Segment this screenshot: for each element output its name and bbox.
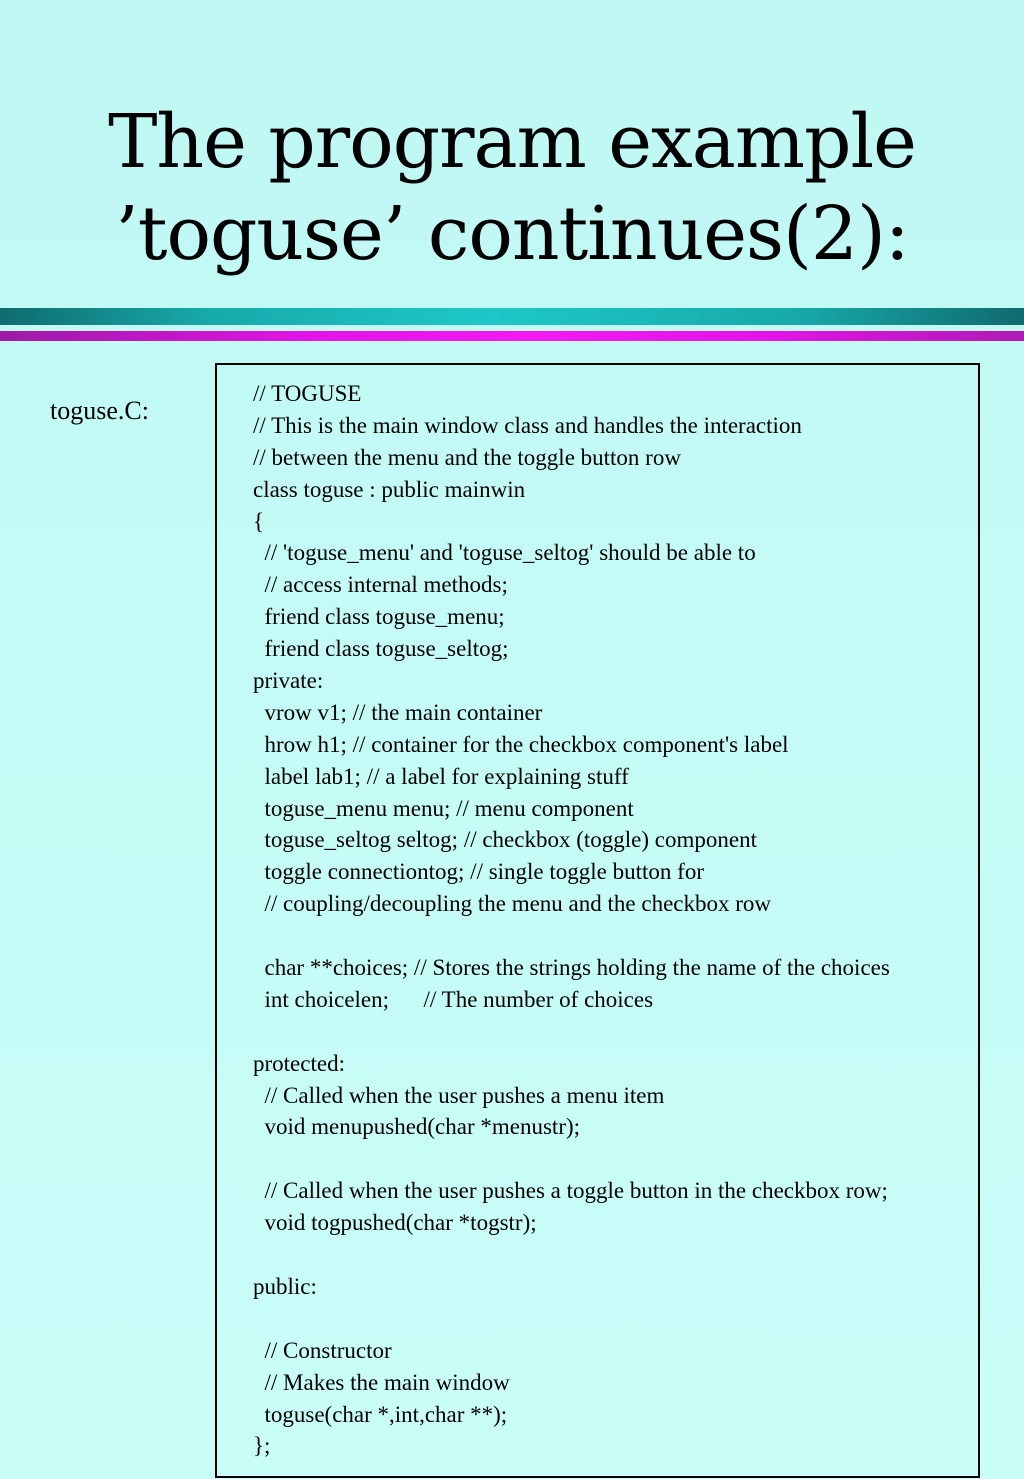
code-line: // TOGUSE xyxy=(253,381,362,406)
code-line: friend class toguse_seltog; xyxy=(253,636,509,662)
code-line: // Called when the user pushes a menu item xyxy=(253,1082,665,1108)
magenta-divider-bar xyxy=(0,331,1024,341)
slide-title-line-2: ’toguse’ continues(2): xyxy=(115,191,909,277)
file-name-label: toguse.C: xyxy=(50,396,149,425)
code-line: void togpushed(char *togstr); xyxy=(253,1210,537,1236)
code-line: public: xyxy=(253,1273,317,1299)
slide-title xyxy=(0,96,1024,280)
teal-divider-bar xyxy=(0,308,1024,325)
code-line xyxy=(253,1143,890,1175)
code-line xyxy=(253,1016,890,1048)
code-line: // Makes the main window xyxy=(253,1369,510,1395)
code-line: // 'toguse_menu' and 'toguse_seltog' should be able to xyxy=(253,540,756,566)
code-line: // This is the main window class and handles the interaction xyxy=(253,412,802,438)
code-line: private: xyxy=(253,668,324,694)
code-line xyxy=(253,1303,890,1335)
code-line: toguse_seltog seltog; // checkbox (toggle) component xyxy=(253,827,757,853)
code-line: toguse_menu menu; // menu component xyxy=(253,795,634,821)
code-line: toguse(char *,int,char **); xyxy=(253,1401,508,1427)
code-line: vrow v1; // the main container xyxy=(253,699,543,725)
code-line: friend class toguse_menu; xyxy=(253,604,505,630)
code-line: class toguse : public mainwin xyxy=(253,476,526,502)
code-line: // coupling/decoupling the menu and the checkbox row xyxy=(253,891,772,917)
code-line: // Called when the user pushes a toggle button in the checkbox row; xyxy=(253,1178,888,1204)
code-line: toggle connectiontog; // single toggle button for xyxy=(253,859,704,885)
code-line xyxy=(253,1239,890,1271)
code-line: label lab1; // a label for explaining stuff xyxy=(253,763,629,789)
code-line: // between the menu and the toggle button row xyxy=(253,444,681,470)
code-line: hrow h1; // container for the checkbox component's label xyxy=(253,731,789,757)
code-line xyxy=(253,920,890,952)
code-listing xyxy=(253,378,890,1462)
slide-title-line-1: The program example xyxy=(108,99,916,185)
code-line: { xyxy=(253,508,265,534)
code-line: protected: xyxy=(253,1050,345,1076)
code-line: }; xyxy=(253,1433,271,1459)
code-line: // Constructor xyxy=(253,1337,392,1363)
code-line: int choicelen; // The number of choices xyxy=(253,986,654,1012)
code-line: void menupushed(char *menustr); xyxy=(253,1114,581,1140)
code-line: char **choices; // Stores the strings holding the name of the choices xyxy=(253,955,890,981)
code-line: // access internal methods; xyxy=(253,572,508,598)
